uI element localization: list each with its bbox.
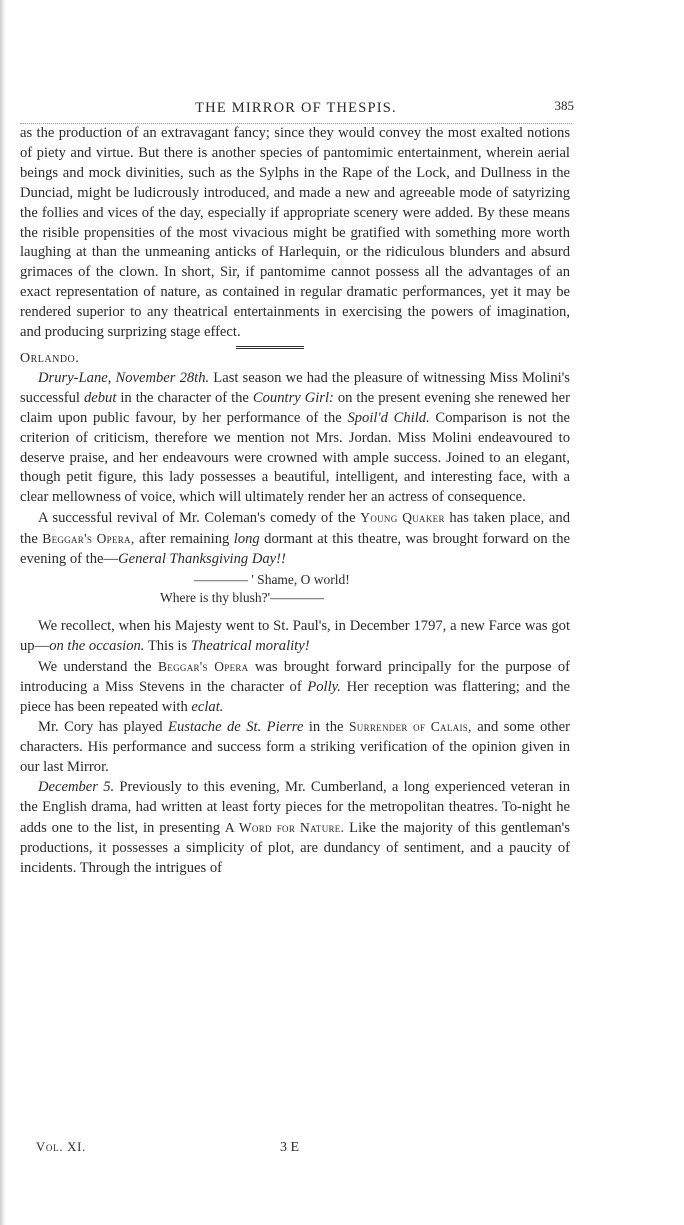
page-gutter-shadow: [0, 0, 6, 1225]
paragraph-pantomime: as the production of an extravagant fancy; since they would convey the most exalted notions of piety and virtue. But there is another species of pantomimic entertainment, wherein aerial beings and mock divinities, such as the Sylphs in the Rape of the Lock, and Dullness in the Dunciad, might be ludicrously introduced, and made a new and agreeable mode of satyrizing the follies and vices of the day, especially if appropriate scenery were added. By these means the risible propensities of the most vivacious might be gratified with something more worth laughing at than the unmeaning anticks of Harlequin, or the ridiculous blunders and absurd grimaces of the clown. In short, Sir, if pantomime cannot possess all the advantages of an exact representation of nature, as contained in regular dramatic performances, yet it may be rendered superior to any theatrical entertainments in exercising the powers of imagination, and producing surprizing stage effect.: [20, 125, 570, 341]
paragraph-beggars-opera: We understand the Beggar's Opera was brought forward principally for the purpose of introducing a Miss Stevens in the character of Polly. Her reception was flattering; and the piece has been repeated with eclat.: [20, 658, 570, 715]
paragraph-farce: We recollect, when his Majesty went to St. Paul's, in December 1797, a new Farce was got up—on the occasion. This is Theatrical morality!: [20, 617, 570, 654]
quote-line-2: Where is thy blush?'————: [160, 589, 325, 605]
paragraph-cumberland: December 5. Previously to this evening, Mr. Cumberland, a long experienced veteran in the English drama, had written at least forty pieces for the metropolitan theatres. To-night he adds one to the list, in presenting A Word for Nature. Like the majority of this gentleman's productions, it possesses a simplicity of plot, are dundancy of sentiment, and a paucity of incidents. Through the intrigues of: [20, 779, 570, 876]
paragraph-young-quaker: A successful revival of Mr. Coleman's comedy of the Young Quaker has taken place, and the Beggar's Opera, after remaining long dormant at this theatre, was brought forward on the evening of the—General Thanksgiving Day!!: [20, 510, 571, 568]
letter-signature: Orlando.: [20, 350, 80, 366]
page-body: [20, 124, 570, 879]
page-footer: [36, 1140, 336, 1160]
paragraph-mr-cory: Mr. Cory has played Eustache de St. Pierre in the Surrender of Calais, and some other characters. His performance and success form a striking verification of the opinion given in our last Mirror.: [20, 719, 570, 776]
running-header: [20, 98, 572, 122]
running-title: THE MIRROR OF THESPIS.: [195, 100, 397, 116]
paragraph-drury-lane: Drury-Lane, November 28th. Last season we had the pleasure of witnessing Miss Molini's successful debut in the character of the Country Girl: on the present evening she renewed her claim upon public favour, by her performance of the Spoil'd Child. Comparison is not the criterion of criticism, therefore we mention not Mrs. Jordan. Miss Molini endeavoured to deserve praise, and her endeavours were crowned with ample success. Joined to an elegant, though petit figure, this lady possesses a beautiful, intelligent, and interesting face, with a clear mellowness of voice, which will ultimately render her an actress of consequence.: [20, 369, 570, 506]
block-quote: [20, 571, 570, 607]
page-number: 385: [554, 98, 574, 113]
quote-line-1: ———— ' Shame, O world!: [194, 571, 350, 587]
dateline: Drury-Lane, November 28th.: [38, 369, 210, 386]
signature-mark: 3 E: [280, 1140, 300, 1155]
spacer: [20, 607, 570, 617]
volume-label: Vol. XI.: [36, 1140, 86, 1154]
